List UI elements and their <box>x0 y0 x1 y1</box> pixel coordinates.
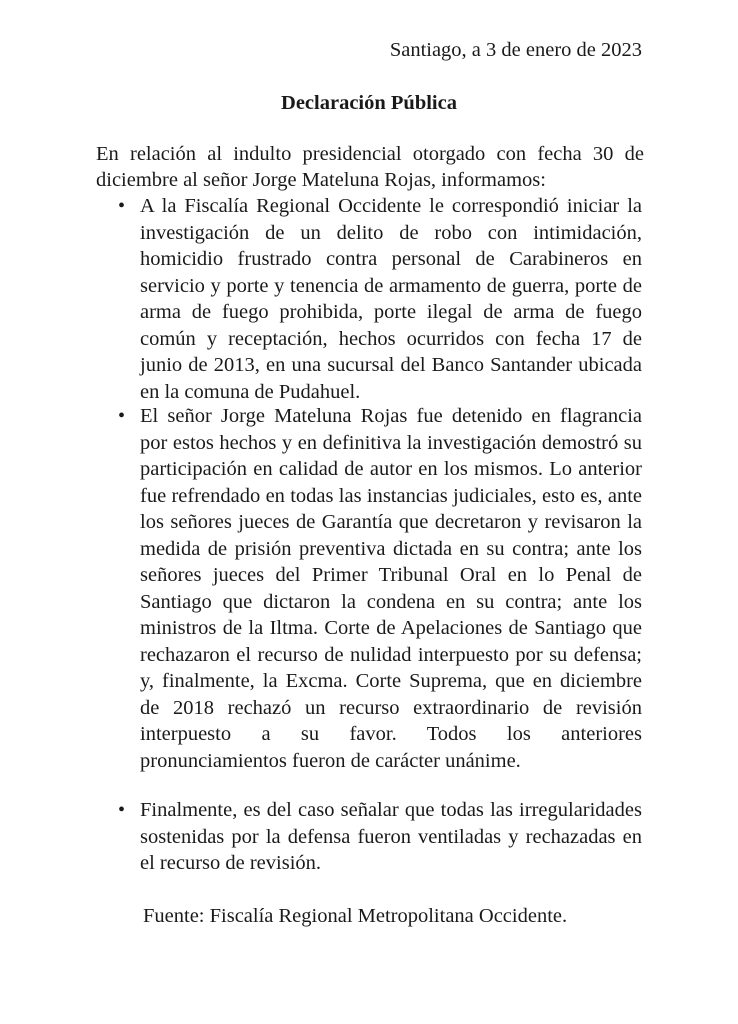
list-item-text: Finalmente, es del caso señalar que todas las irregularidades sostenidas por la defensa fueron ventiladas y rechazadas en el recurso de revisión. <box>140 799 642 874</box>
date-line: Santiago, a 3 de enero de 2023 <box>389 39 642 61</box>
document-title: Declaración Pública <box>281 92 457 114</box>
list-item <box>118 797 642 877</box>
intro-paragraph: En relación al indulto presidencial otorgado con fecha 30 de diciembre al señor Jorge Mateluna Rojas, informamos: <box>96 143 644 191</box>
source-line: Fuente: Fiscalía Regional Metropolitana Occidente. <box>143 905 568 927</box>
list-item-text: El señor Jorge Mateluna Rojas fue detenido en flagrancia por estos hechos y en definitiva la investigación demostró su participación en calidad de autor en los mismos. Lo anterior fue refrendado en todas las instancias judiciales, esto es, ante los señores jueces de Garantía que decretaron y revisaron la medida de prisión preventiva dictada en su contra; ante los señores jueces del Primer Tribunal Oral en lo Penal de Santiago que dictaron la condena en su contra; ante los ministros de la Iltma. Corte de Apelaciones de Santiago que rechazaron el recurso de nulidad interpuesto por su defensa; y, finalmente, la Excma. Corte Suprema, que en diciembre de 2018 rechazó un recurso extraordinario de revisión interpuesto a su favor. Todos los anteriores pronunciamientos fueron de carácter unánime. <box>140 405 642 772</box>
bullet-icon: • <box>118 405 126 427</box>
list-item <box>118 403 642 774</box>
list-item-text: A la Fiscalía Regional Occidente le correspondió iniciar la investigación de un delito de robo con intimidación, homicidio frustrado contra personal de Carabineros en servicio y porte y tenencia de armamento de guerra, porte de arma de fuego prohibida, porte ilegal de arma de fuego común y receptación, hechos ocurridos con fecha 17 de junio de 2013, en una sucursal del Banco Santander ubicada en la comuna de Pudahuel. <box>140 195 642 403</box>
bullet-icon: • <box>118 799 126 821</box>
list-item <box>118 193 642 405</box>
bullet-icon: • <box>118 195 126 217</box>
